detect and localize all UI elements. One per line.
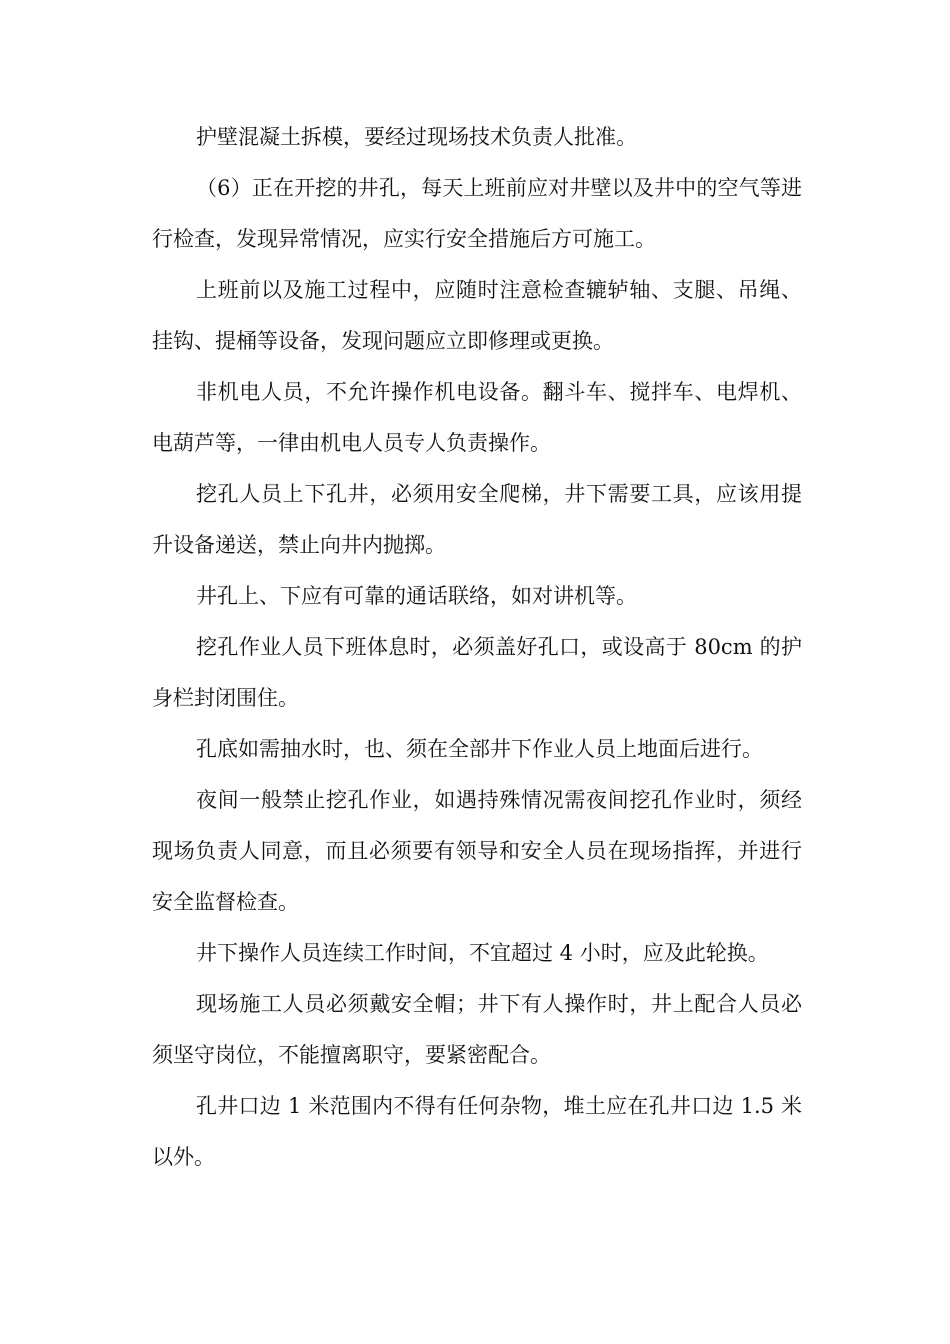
paragraph-5: 挖孔人员上下孔井，必须用安全爬梯，井下需要工具，应该用提升设备递送，禁止向井内抛掷。 — [152, 482, 802, 557]
paragraph-7: 挖孔作业人员下班体息时，必须盖好孔口，或设高于 80cm 的护身栏封闭围住。 — [152, 635, 802, 710]
paragraph-12: 孔井口边 1 米范围内不得有任何杂物，堆土应在孔井口边 1.5 米以外。 — [152, 1094, 802, 1169]
paragraph-10: 井下操作人员连续工作时间，不宜超过 4 小时，应及此轮换。 — [196, 941, 769, 965]
paragraph-4: 非机电人员，不允许操作机电设备。翻斗车、搅拌车、电焊机、电葫芦等，一律由机电人员专人负责操作。 — [152, 380, 802, 455]
paragraph-8: 孔底如需抽水时，也、须在全部井下作业人员上地面后进行。 — [196, 737, 763, 761]
paragraph-2: （6）正在开挖的井孔，每天上班前应对井壁以及井中的空气等进行检查，发现异常情况，应实行安全措施后方可施工。 — [152, 176, 802, 251]
paragraph-3: 上班前以及施工过程中，应随时注意检查辘轳轴、支腿、吊绳、挂钩、提桶等设备，发现问题应立即修理或更换。 — [152, 278, 802, 353]
paragraph-9: 夜间一般禁止挖孔作业，如遇持殊情况需夜间挖孔作业时，须经现场负责人同意，而且必须要有领导和安全人员在现场指挥，并进行安全监督检查。 — [152, 788, 802, 914]
paragraph-11: 现场施工人员必须戴安全帽；井下有人操作时，井上配合人员必须坚守岗位，不能擅离职守，要紧密配合。 — [152, 992, 802, 1067]
paragraph-1: 护壁混凝土拆模，要经过现场技术负责人批准。 — [196, 125, 637, 149]
paragraph-6: 井孔上、下应有可靠的通话联络，如对讲机等。 — [196, 584, 637, 608]
document-body — [152, 112, 802, 1183]
